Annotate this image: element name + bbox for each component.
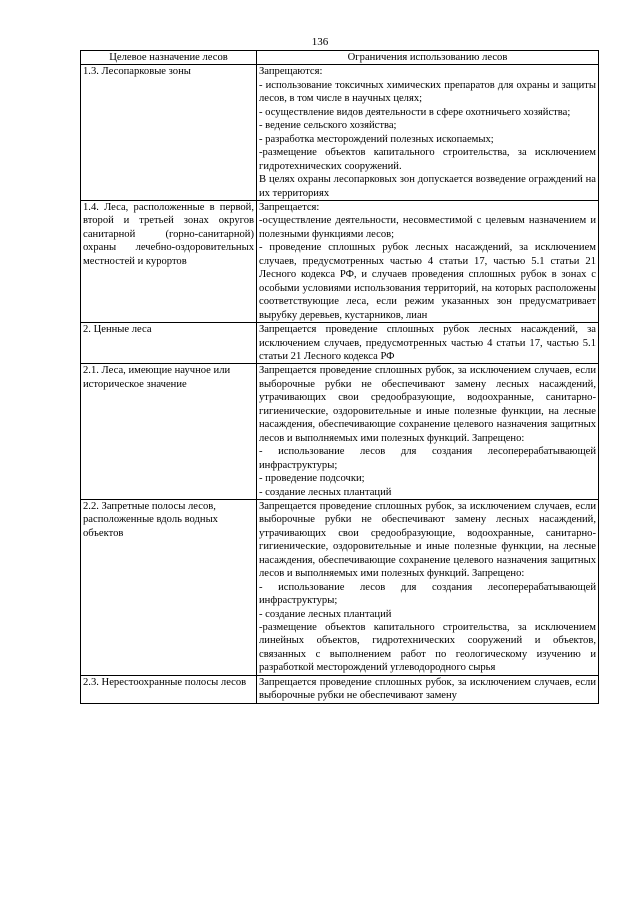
restriction-item: - использование лесов для создания лесоперерабатывающей инфраструктуры; <box>259 581 596 607</box>
table-row <box>81 675 599 703</box>
restriction-item: - ведение сельского хозяйства; <box>259 120 397 132</box>
restriction-item: Запрещаются: <box>259 66 323 78</box>
restriction-item: Запрещается проведение сплошных рубок, за исключением случаев, если выборочные рубки не обеспечивают замену лесных насаждений, утрачивающих свои средообразующие, водоохранные, санитарно-гигиенические, оздоровительные и иные полезные функции, на лесные насаждения, обеспечивающие сохранение целевого назначения защитных лесов и выполняемых ими полезных функций. Запрещено: <box>259 365 596 444</box>
restrictions-cell <box>257 675 599 703</box>
forest-purpose-cell: 2.1. Леса, имеющие научное или историческое значение <box>81 364 257 500</box>
page-number: 136 <box>311 36 329 48</box>
forest-purpose-cell: 1.3. Лесопарковые зоны <box>81 65 257 201</box>
restrictions-cell <box>257 323 599 364</box>
table-row <box>81 364 599 500</box>
restriction-item: Запрещается: <box>259 201 320 213</box>
forest-purpose-cell: 2.3. Нерестоохранные полосы лесов <box>81 675 257 703</box>
header-forest-purpose: Целевое назначение лесов <box>81 51 257 65</box>
forest-purpose-cell: 2. Ценные леса <box>81 323 257 364</box>
restriction-item: Запрещается проведение сплошных рубок лесных насаждений, за исключением случаев, предусмотренных частью 4 статьи 17, частью 5.1 статьи 21 Лесного кодекса РФ <box>259 324 596 362</box>
restriction-item: - разработка месторождений полезных ископаемых; <box>259 133 494 145</box>
restriction-item: В целях охраны лесопарковых зон допускается возведение ограждений на их территориях <box>259 174 596 199</box>
forest-restrictions-table <box>80 50 599 704</box>
table-row <box>81 323 599 364</box>
restriction-item: -размещение объектов капитального строительства, за исключением гидротехнических сооружений. <box>259 147 596 172</box>
table-row <box>81 65 599 201</box>
restrictions-cell <box>257 65 599 201</box>
header-restrictions: Ограничения использованию лесов <box>257 51 599 65</box>
restriction-item: -осуществление деятельности, несовместимой с целевым назначением и полезными функциями лесов; <box>259 215 596 240</box>
restriction-item: - осуществление видов деятельности в сфере охотничьего хозяйства; <box>259 106 571 118</box>
restrictions-cell <box>257 200 599 322</box>
forest-purpose-cell: 2.2. Запретные полосы лесов, расположенные вдоль водных объектов <box>81 499 257 675</box>
header-row <box>81 51 599 65</box>
restriction-item: Запрещается проведение сплошных рубок, за исключением случаев, если выборочные рубки не обеспечивают замену <box>259 676 596 702</box>
table-row <box>81 499 599 675</box>
restriction-item: -размещение объектов капитального строительства, за исключением линейных объектов, гидротехнических сооружений и объектов, связанных с выполнением работ по геологическому изучению и разработкой месторождений углеводородного сырья <box>259 622 596 674</box>
restriction-item: - создание лесных плантаций <box>259 486 392 498</box>
restriction-item: - проведение сплошных рубок лесных насаждений, за исключением случаев, предусмотренных частью 4 статьи 17, частью 5.1 статьи 21 Лесного кодекса РФ, и случаев проведения сплошных рубок в зонах с особыми условиями использования территорий, на которых расположены соответствующие леса, если режим указанных зон предусматривает вырубку деревьев, кустарников, лиан <box>259 242 596 321</box>
restriction-item: - создание лесных плантаций <box>259 608 392 620</box>
forest-purpose-cell: 1.4. Леса, расположенные в первой, второй и третьей зонах округов санитарной (горно-санитарной) охраны лечебно-оздоровительных местностей и курортов <box>81 200 257 322</box>
restrictions-cell <box>257 499 599 675</box>
restriction-item: Запрещается проведение сплошных рубок, за исключением случаев, если выборочные рубки не обеспечивают замену лесных насаждений, утрачивающих свои средообразующие, водоохранные, санитарно-гигиенические, оздоровительные и иные полезные функции, на лесные насаждения, обеспечивающие сохранение целевого назначения защитных лесов и выполняемых ими полезных функций. Запрещено: <box>259 500 596 580</box>
restrictions-cell <box>257 364 599 500</box>
table-row <box>81 200 599 322</box>
restriction-item: - проведение подсочки; <box>259 473 365 485</box>
restriction-item: - использование лесов для создания лесоперерабатывающей инфраструктуры; <box>259 446 596 471</box>
restriction-item: - использование токсичных химических препаратов для охраны и защиты лесов, в том числе в научных целях; <box>259 79 596 105</box>
table-header <box>81 51 599 65</box>
